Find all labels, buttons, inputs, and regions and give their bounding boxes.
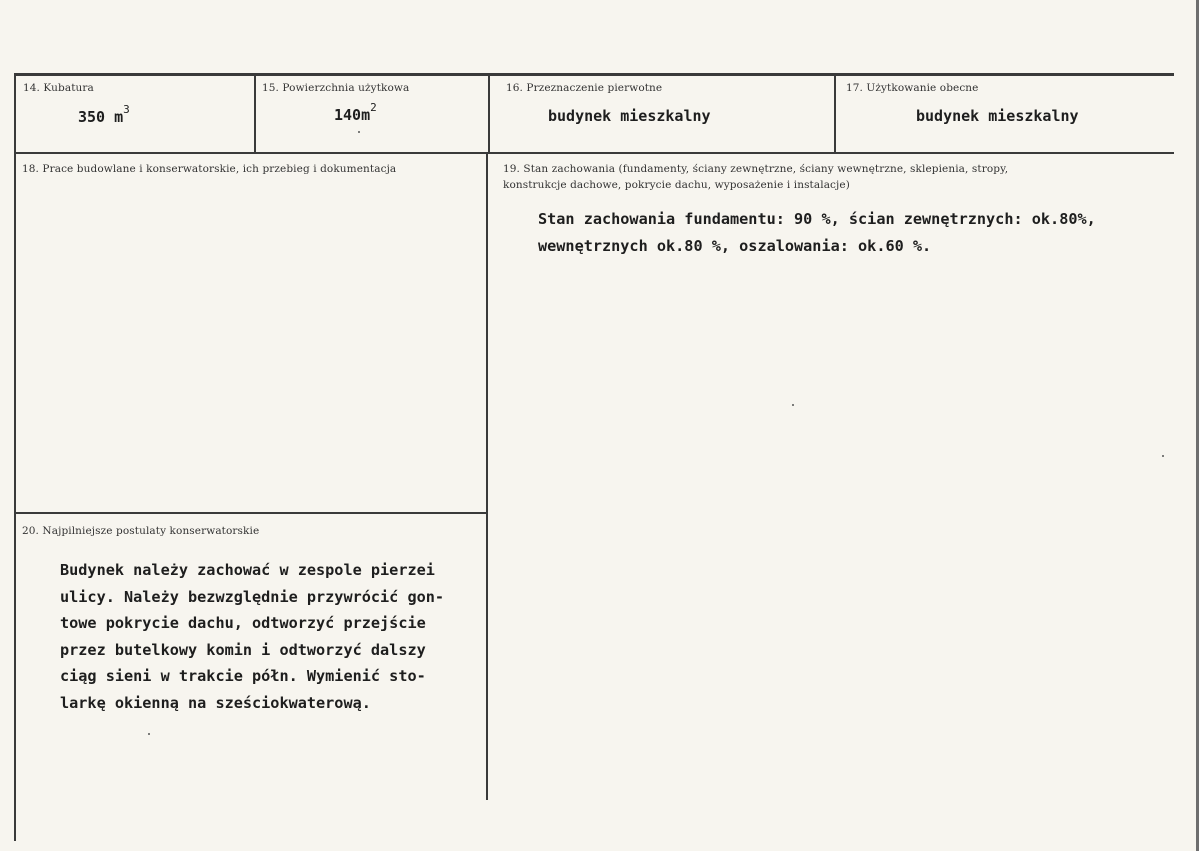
row1-bottom-rule [14, 152, 1174, 154]
paper-speck [358, 131, 360, 133]
field-15-value [334, 101, 377, 124]
field-17-value: budynek mieszkalny [916, 107, 1079, 125]
field-20-text [60, 557, 444, 716]
left-border [14, 74, 16, 841]
field-14-value [78, 103, 130, 126]
field-15-number: 140m [334, 106, 371, 124]
field-19-label-line2: konstrukcje dachowe, pokrycie dachu, wyposażenie i instalacje) [503, 179, 850, 191]
paper-speck [792, 404, 794, 406]
field-20-line-6: larkę okienną na sześciokwaterową. [60, 693, 371, 712]
field-15-label: 15. Powierzchnia użytkowa [262, 82, 410, 94]
divider-18-19 [486, 153, 488, 800]
field-20-line-3: towe pokrycie dachu, odtworzyć przejście [60, 614, 426, 632]
top-rule [14, 73, 1174, 76]
field-19-label-line1: 19. Stan zachowania (fundamenty, ściany zewnętrzne, ściany wewnętrzne, sklepienia, stropy, [503, 163, 1009, 175]
field-17-label: 17. Użytkowanie obecne [846, 82, 979, 94]
field-20-label: 20. Najpilniejsze postulaty konserwatorskie [22, 525, 260, 537]
divider-14-15 [254, 74, 256, 153]
field-19-line-1: Stan zachowania fundamentu: 90 %, ścian zewnętrznych: ok.80%, [538, 210, 1096, 228]
field-20-line-1: Budynek należy zachować w zespole pierzei [60, 561, 435, 579]
field-14-label: 14. Kubatura [23, 82, 94, 94]
divider-16-17 [834, 74, 836, 153]
divider-18-20 [14, 512, 486, 514]
field-19-text [538, 206, 1096, 259]
paper-speck [1162, 455, 1164, 457]
field-16-value: budynek mieszkalny [548, 107, 711, 125]
paper-speck [148, 733, 150, 735]
field-20-line-5: ciąg sieni w trakcie półn. Wymienić sto- [60, 667, 426, 685]
divider-15-16 [488, 74, 490, 153]
field-14-superscript: 3 [123, 103, 130, 116]
field-20-line-4: przez butelkowy komin i odtworzyć dalszy [60, 640, 426, 659]
field-20-line-2: ulicy. Należy bezwzględnie przywrócić gon- [60, 587, 445, 606]
field-14-number: 350 m [78, 108, 124, 126]
field-16-label: 16. Przeznaczenie pierwotne [506, 82, 663, 94]
field-19-line-2: wewnętrznych ok.80 %, oszalowania: ok.60 %. [538, 236, 932, 255]
field-15-superscript: 2 [370, 101, 377, 114]
field-18-label: 18. Prace budowlane i konserwatorskie, ich przebieg i dokumentacja [22, 163, 397, 175]
